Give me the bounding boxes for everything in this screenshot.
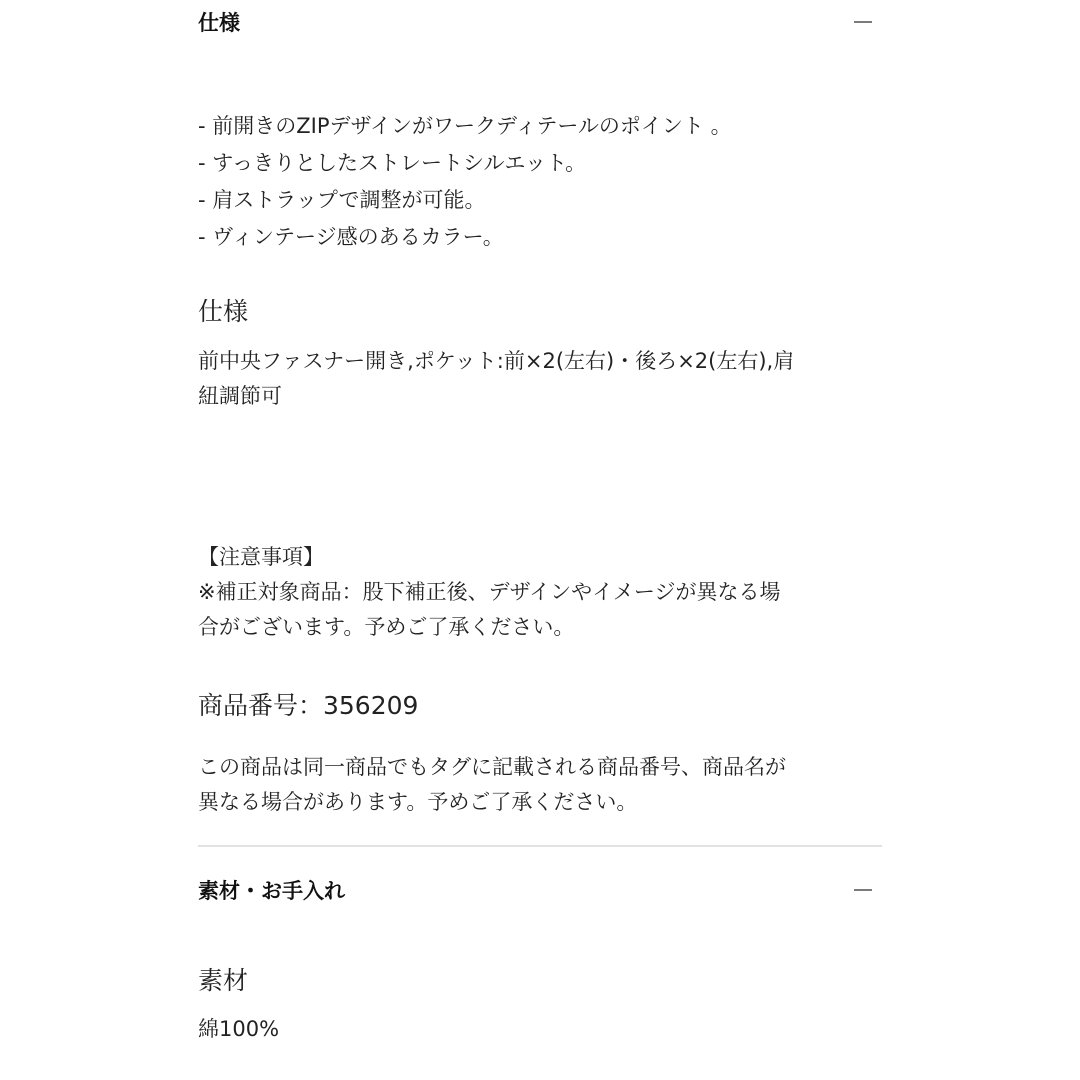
feature-bullet: - 肩ストラップで調整が可能。 [198,188,486,212]
material-subheading: 素材 [198,966,249,995]
feature-bullet: - すっきりとしたストレートシルエット。 [198,151,587,175]
collapse-minus-icon[interactable] [854,21,872,23]
feature-bullet: - 前開きのZIPデザインがワークディテールのポイント 。 [198,114,732,138]
product-number-note: この商品は同一商品でもタグに記載される商品番号、商品名が 異なる場合があります。予めご了承ください。 [198,755,786,814]
notice-text: 【注意事項】 ※補正対象商品：股下補正後、デザインやイメージが異なる場 合がございます。予めご了承ください。 [198,545,781,639]
spec-subheading: 仕様 [198,297,249,326]
product-details-panel [198,0,882,1080]
material-value: 綿100% [198,1017,280,1041]
collapse-minus-icon[interactable] [854,889,872,891]
feature-bullet-list [198,108,732,256]
product-number: 商品番号：356209 [198,691,419,720]
material-section-title: 素材・お手入れ [198,879,345,903]
spec-description: 前中央ファスナー開き,ポケット:前×2(左右)・後ろ×2(左右),肩 紐調節可 [198,349,795,408]
section-divider [198,845,882,847]
material-accordion-header[interactable] [198,868,882,912]
spec-accordion-header[interactable] [198,0,882,44]
spec-section-title: 仕様 [198,11,240,35]
feature-bullet: - ヴィンテージ感のあるカラー。 [198,225,504,249]
